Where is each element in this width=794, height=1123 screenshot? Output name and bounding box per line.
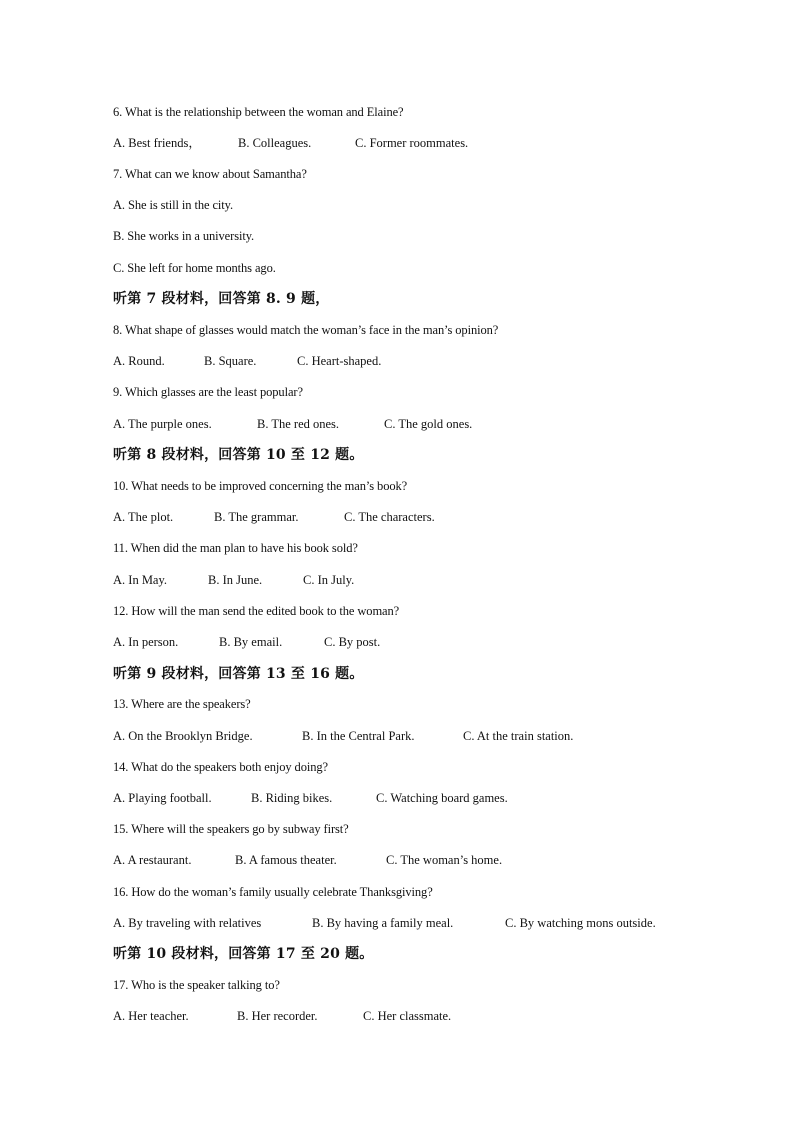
option-a: A. On the Brooklyn Bridge. xyxy=(113,729,253,743)
question-12: 12. How will the man send the edited book to the woman? xyxy=(113,604,400,618)
option-b: B. Colleagues. xyxy=(238,136,312,150)
option-b: B. The red ones. xyxy=(257,417,340,431)
option-c: C. The woman’s home. xyxy=(386,853,503,867)
question-7-option-c: C. She left for home months ago. xyxy=(113,261,276,275)
question-10: 10. What needs to be improved concerning the man’s book? xyxy=(113,479,408,493)
option-a: A. Her teacher. xyxy=(113,1009,189,1023)
option-c: C. By post. xyxy=(324,635,381,649)
question-7-option-b: B. She works in a university. xyxy=(113,229,255,243)
question-9: 9. Which glasses are the least popular? xyxy=(113,385,303,399)
option-a: A. Best friends， xyxy=(113,136,201,150)
question-15: 15. Where will the speakers go by subway first? xyxy=(113,822,349,836)
option-c: C. Former roommates. xyxy=(355,136,469,150)
option-b: B. A famous theater. xyxy=(235,853,337,867)
option-b: B. Square. xyxy=(204,354,257,368)
option-a: A. The plot. xyxy=(113,510,174,524)
option-a: A. The purple ones. xyxy=(113,417,212,431)
option-b: B. Riding bikes. xyxy=(251,791,333,805)
section-7-heading: 听第 7 段材料，回答第 8. 9 题， xyxy=(113,291,330,307)
question-17: 17. Who is the speaker talking to? xyxy=(113,978,280,992)
option-b: B. Her recorder. xyxy=(237,1009,318,1023)
option-b: B. In June. xyxy=(208,573,263,587)
option-b: B. The grammar. xyxy=(214,510,299,524)
question-14: 14. What do the speakers both enjoy doing? xyxy=(113,760,328,774)
option-a: A. By traveling with relatives xyxy=(113,916,262,930)
option-c: C. Watching board games. xyxy=(376,791,508,805)
option-c: C. In July. xyxy=(303,573,355,587)
option-c: C. The gold ones. xyxy=(384,417,473,431)
option-a: A. Playing football. xyxy=(113,791,212,805)
option-b: B. In the Central Park. xyxy=(302,729,415,743)
option-b: B. By having a family meal. xyxy=(312,916,454,930)
section-9-heading: 听第 9 段材料，回答第 13 至 16 题。 xyxy=(113,666,364,682)
question-8: 8. What shape of glasses would match the woman’s face in the man’s opinion? xyxy=(113,323,499,337)
section-8-heading: 听第 8 段材料，回答第 10 至 12 题。 xyxy=(113,447,364,463)
section-10-heading: 听第 10 段材料，回答第 17 至 20 题。 xyxy=(113,946,374,962)
option-a: A. A restaurant. xyxy=(113,853,192,867)
option-a: A. Round. xyxy=(113,354,165,368)
question-7-option-a: A. She is still in the city. xyxy=(113,198,233,212)
option-c: C. The characters. xyxy=(344,510,435,524)
question-16: 16. How do the woman’s family usually celebrate Thanksgiving? xyxy=(113,885,433,899)
question-13: 13. Where are the speakers? xyxy=(113,697,251,711)
option-c: C. By watching mons outside. xyxy=(505,916,656,930)
question-7: 7. What can we know about Samantha? xyxy=(113,167,307,181)
option-a: A. In May. xyxy=(113,573,168,587)
option-c: C. At the train station. xyxy=(463,729,574,743)
question-6: 6. What is the relationship between the woman and Elaine? xyxy=(113,105,404,119)
option-c: C. Heart-shaped. xyxy=(297,354,382,368)
question-11: 11. When did the man plan to have his book sold? xyxy=(113,541,358,555)
option-b: B. By email. xyxy=(219,635,283,649)
option-a: A. In person. xyxy=(113,635,179,649)
option-c: C. Her classmate. xyxy=(363,1009,452,1023)
